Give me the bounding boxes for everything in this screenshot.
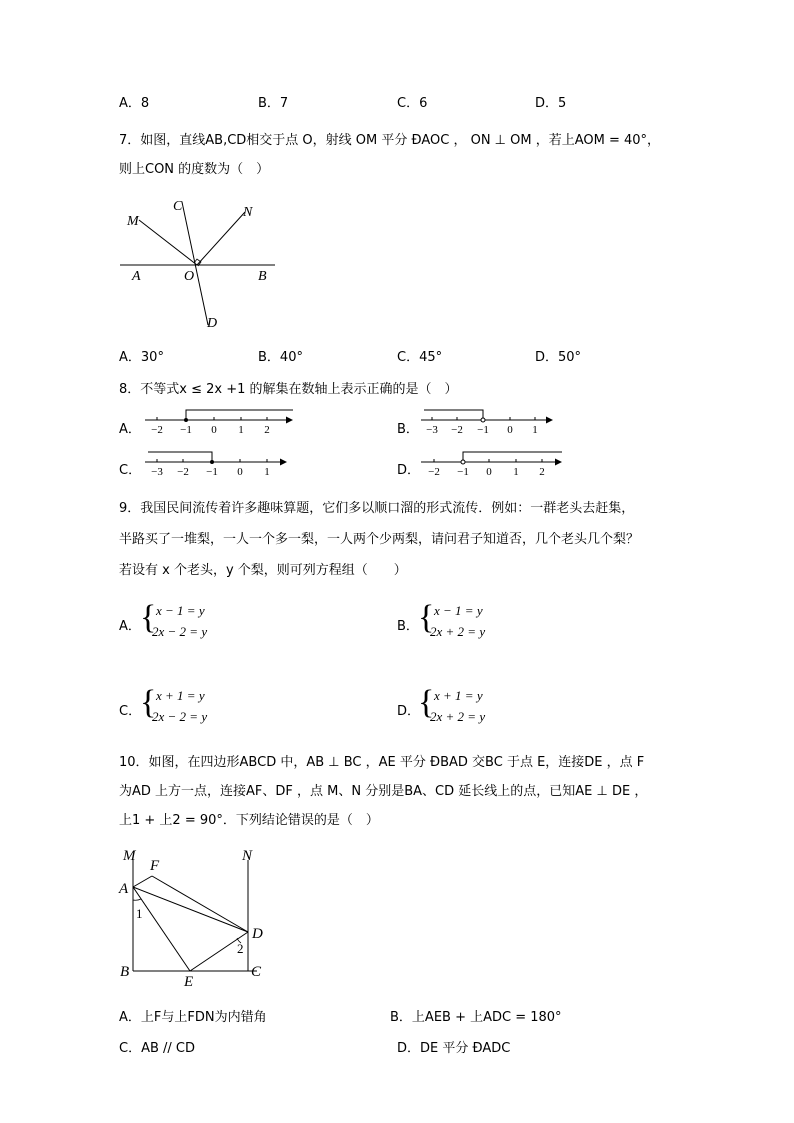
label-f: F [150,858,160,874]
q9-option-a-letter: A． [119,619,141,634]
q7-option-d [535,346,581,365]
tick-label: 2 [539,466,545,478]
tick-label: 1 [238,424,244,436]
equation-2: 2x − 2 = y [152,709,208,724]
tick-label: −1 [180,424,192,436]
option-letter: B． [390,1010,412,1025]
tick-label: −2 [151,424,163,436]
brace-icon: { [418,599,435,636]
equation-1: x − 1 = y [434,603,483,618]
label-c: C [173,199,183,214]
angle-label-1: 1 [136,906,143,921]
equation-2: 2x − 2 = y [152,624,208,639]
option-letter: C． [397,96,420,111]
label-a: A [119,881,129,897]
option-letter: C． [119,1041,142,1056]
tick-label: 0 [486,466,492,478]
label-m: M [127,214,139,229]
label-d: D [207,316,218,331]
q8-option-c-letter: C． [119,463,142,478]
q8-option-d-number-line [418,446,568,478]
q10-option-c [119,1037,195,1056]
q7-option-c [397,346,442,365]
label-a: A [132,269,141,284]
brace-icon: { [140,684,157,721]
q8-stem: 8．不等式x ≤ 2x +1 的解集在数轴上表示正确的是（ ） [119,382,458,397]
label-b: B [258,269,267,284]
q8-option-b-letter: B． [397,422,419,437]
option-letter: A． [119,350,141,365]
tick-label: −3 [426,424,438,436]
q9-option-c-letter: C． [119,704,142,719]
q8-option-a-letter: A． [119,422,141,437]
q10-option-a [119,1006,267,1025]
q9-option-d-letter: D． [397,704,421,719]
option-letter: C． [397,350,420,365]
q7-option-a [119,346,164,365]
option-text: 30° [140,350,164,365]
option-text: 40° [279,350,303,365]
q6-option-c [397,92,427,111]
option-text: 45° [419,350,443,365]
tick-label: −3 [151,466,163,478]
q8-option-a-number-line [140,404,295,436]
label-o: O [184,269,195,284]
q10-option-b [390,1006,562,1025]
q7-option-b [258,346,303,365]
label-e: E [184,974,194,990]
option-letter: B． [258,96,280,111]
q10-quadrilateral-figure [112,842,282,992]
tick-label: −1 [477,424,489,436]
option-text: 5 [558,96,567,111]
q10-stem-line2: 为AD 上方一点，连接AF、DF ，点 M、N 分别是BA、CD 延长线上的点，已知AE ⊥ DE ， [119,784,648,799]
tick-label: 1 [532,424,538,436]
option-letter: D． [535,350,559,365]
label-n: N [243,205,253,220]
label-c: C [251,964,262,980]
option-text: 6 [419,96,428,111]
option-letter: D． [535,96,559,111]
q7-stem-line2: 则上CON 的度数为（ ） [119,162,270,177]
equation-1: x + 1 = y [434,688,483,703]
brace-icon: { [140,599,157,636]
option-letter: D． [397,1041,421,1056]
q8-option-b-number-line [418,404,558,436]
q9-stem-line2: 半路买了一堆梨，一人一个多一梨，一人两个少两梨，请问君子知道否，几个老头几个梨？ [119,532,640,547]
label-n: N [242,848,253,864]
tick-label: −2 [177,466,189,478]
q9-stem-line3: 若设有 x 个老头，y 个梨，则可列方程组（ ） [119,563,407,578]
label-m: M [123,848,136,864]
tick-label: 1 [264,466,270,478]
q7-stem-line1: 7．如图，直线AB,CD相交于点 O，射线 OM 平分 ÐAOC ， ON ⊥ OM ，若上AOM = 40°， [119,133,661,148]
option-text: DE 平分 ÐADC [420,1041,511,1056]
q10-stem-line3: 上1 + 上2 = 90°．下列结论错误的是（ ） [119,813,379,828]
tick-label: 2 [264,424,270,436]
option-letter: A． [119,96,141,111]
option-text: 上AEB + 上ADC = 180° [411,1010,562,1025]
option-text: 7 [279,96,289,111]
q9-option-b-letter: B． [397,619,419,634]
tick-label: 0 [211,424,217,436]
tick-label: 1 [513,466,519,478]
equation-2: 2x + 2 = y [430,624,486,639]
tick-label: 0 [507,424,513,436]
brace-icon: { [418,684,435,721]
tick-label: −1 [457,466,469,478]
option-text: 上F与上FDN为内错角 [140,1010,267,1025]
angle-label-2: 2 [237,941,244,956]
option-text: 8 [140,96,150,111]
label-d: D [252,926,263,942]
tick-label: −2 [451,424,463,436]
q10-stem-line1: 10．如图，在四边形ABCD 中，AB ⊥ BC ，AE 平分 ÐBAD 交BC 于点 E，连接DE ，点 F [119,755,645,770]
tick-label: −1 [206,466,218,478]
label-b: B [120,964,130,980]
q7-angle-figure [115,192,285,332]
equation-2: 2x + 2 = y [430,709,486,724]
option-letter: B． [258,350,280,365]
equation-1: x + 1 = y [156,688,205,703]
q6-option-d [535,92,566,111]
q8-option-c-number-line [140,446,290,478]
q10-option-d [397,1037,510,1056]
option-text: AB // CD [141,1041,196,1056]
q6-option-a [119,92,149,111]
option-text: 50° [558,350,582,365]
q9-stem-line1: 9．我国民间流传着许多趣味算题，它们多以顺口溜的形式流传．例如：一群老头去赶集， [119,501,635,516]
option-letter: A． [119,1010,141,1025]
q6-option-b [258,92,288,111]
tick-label: −2 [428,466,440,478]
q8-option-d-letter: D． [397,463,421,478]
tick-label: 0 [237,466,243,478]
equation-1: x − 1 = y [156,603,205,618]
